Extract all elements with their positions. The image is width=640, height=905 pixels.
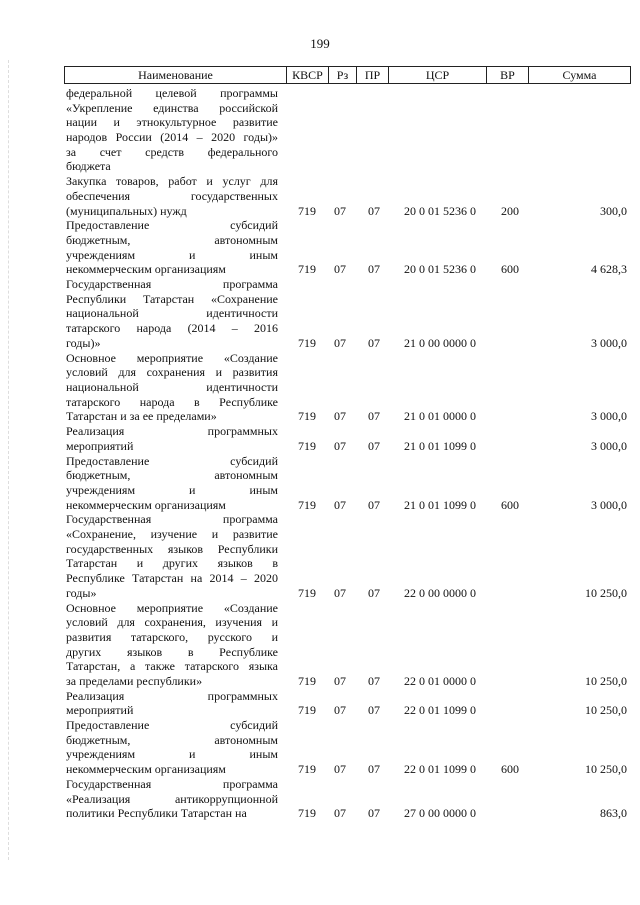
row-name: [66, 174, 278, 218]
row-kvsr: 719: [298, 409, 316, 424]
row-name-line: Государственная программа: [66, 277, 278, 292]
row-sum: 10 250,0: [585, 703, 627, 718]
table-row: [66, 351, 631, 425]
row-name-line: учреждениям и иным: [66, 482, 278, 497]
row-name-line: мероприятий: [66, 703, 134, 718]
row-name: [66, 689, 278, 718]
row-name: [66, 218, 278, 277]
table-row: [66, 86, 631, 174]
row-name-line: Основное мероприятие «Создание: [66, 600, 278, 615]
row-sum: 300,0: [600, 203, 627, 218]
table-row: [66, 512, 631, 600]
row-name-line: Государственная программа: [66, 512, 278, 527]
row-name-line: «Реализация антикоррупционной: [66, 791, 278, 806]
row-name-line: татарского народа (2014 – 2016: [66, 321, 278, 336]
row-rz: 07: [334, 497, 346, 512]
table-row: [66, 777, 631, 821]
row-name-line: годы»: [66, 585, 97, 600]
row-vr: 200: [501, 203, 519, 218]
row-name-line: Основное мероприятие «Создание: [66, 350, 278, 365]
row-name-line: Реализация программных: [66, 424, 278, 439]
row-sum: 3 000,0: [591, 438, 627, 453]
row-name-line: других языков в Республике: [66, 644, 278, 659]
row-kvsr: 719: [298, 762, 316, 777]
header-pr: ПР: [357, 67, 389, 83]
row-pr: 07: [368, 762, 380, 777]
row-name-line: «Сохранение, изучение и развитие: [66, 526, 278, 541]
row-sum: 10 250,0: [585, 674, 627, 688]
row-csr: 20 0 01 5236 0: [404, 203, 476, 218]
row-name: [66, 351, 278, 424]
table-row: [66, 718, 631, 777]
row-sum: 863,0: [600, 806, 627, 821]
row-name-line: за пределами республики»: [66, 673, 203, 688]
row-name: [66, 601, 278, 689]
row-rz: 07: [334, 262, 346, 277]
row-name-line: Реализация программных: [66, 688, 278, 703]
row-name-line: государственных языков Республики: [66, 541, 278, 556]
row-name-line: Республики Татарстан «Сохранение: [66, 291, 278, 306]
row-kvsr: 719: [298, 262, 316, 277]
row-pr: 07: [368, 203, 380, 218]
row-name-line: Татарстан, а также татарского языка: [66, 659, 278, 674]
row-kvsr: 719: [298, 203, 316, 218]
row-name: [66, 277, 278, 350]
row-csr: 22 0 01 1099 0: [404, 762, 476, 777]
row-csr: 20 0 01 5236 0: [404, 262, 476, 277]
row-name-line: бюджетным, автономным: [66, 232, 278, 247]
row-name-line: учреждениям и иным: [66, 747, 278, 762]
row-name-line: Предоставление субсидий: [66, 718, 278, 733]
row-name-line: национальной идентичности: [66, 306, 278, 321]
row-rz: 07: [334, 585, 346, 600]
row-rz: 07: [334, 806, 346, 821]
row-csr: 21 0 01 1099 0: [404, 497, 476, 512]
row-name-line: (муниципальных) нужд: [66, 203, 187, 218]
header-kvsr: КВСР: [287, 67, 329, 83]
table-row: [66, 689, 631, 718]
table-row: [66, 424, 631, 453]
row-name: [66, 718, 278, 777]
row-pr: 07: [368, 409, 380, 424]
row-name-line: национальной идентичности: [66, 379, 278, 394]
row-sum: 10 250,0: [585, 585, 627, 600]
row-name-line: некоммерческим организациям: [66, 497, 226, 512]
row-name-line: условий для сохранения и развития: [66, 365, 278, 380]
table-header: [64, 66, 631, 84]
row-sum: 3 000,0: [591, 409, 627, 424]
row-pr: 07: [368, 335, 380, 350]
table-row: [66, 218, 631, 277]
row-csr: 22 0 01 1099 0: [404, 703, 476, 718]
row-name-line: обеспечения государственных: [66, 188, 278, 203]
row-pr: 07: [368, 703, 380, 718]
row-name-line: Предоставление субсидий: [66, 453, 278, 468]
row-pr: 07: [368, 806, 380, 821]
row-kvsr: 719: [298, 585, 316, 600]
row-name-line: годы)»: [66, 335, 101, 350]
row-name: [66, 512, 278, 600]
row-name-line: Республике Татарстан на 2014 – 2020: [66, 571, 278, 586]
row-name-line: Татарстан и за ее пределами»: [66, 409, 217, 424]
row-name-line: бюджета: [66, 159, 111, 174]
row-rz: 07: [334, 762, 346, 777]
header-csr: ЦСР: [389, 67, 487, 83]
row-name-line: Предоставление субсидий: [66, 218, 278, 233]
row-name: [66, 454, 278, 513]
row-name: [66, 777, 278, 821]
row-sum: 3 000,0: [591, 497, 627, 512]
row-pr: 07: [368, 497, 380, 512]
row-name-line: народов России (2014 – 2020 годы)»: [66, 130, 278, 145]
row-csr: 21 0 00 0000 0: [404, 335, 476, 350]
row-name-line: Закупка товаров, работ и услуг для: [66, 174, 278, 189]
row-sum: 10 250,0: [585, 762, 627, 777]
row-kvsr: 719: [298, 806, 316, 821]
row-kvsr: 719: [298, 335, 316, 350]
row-sum: 3 000,0: [591, 335, 627, 350]
row-rz: 07: [334, 674, 346, 688]
row-sum: 4 628,3: [591, 262, 627, 277]
row-pr: 07: [368, 585, 380, 600]
row-rz: 07: [334, 438, 346, 453]
row-csr: 21 0 01 0000 0: [404, 409, 476, 424]
row-name-line: нации и этнокультурное развитие: [66, 115, 278, 130]
row-name-line: федеральной целевой программы: [66, 86, 278, 100]
header-name: Наименование: [65, 67, 287, 83]
row-name-line: Государственная программа: [66, 776, 278, 791]
row-name-line: мероприятий: [66, 438, 134, 453]
header-sum: Сумма: [562, 67, 597, 82]
row-vr: 600: [501, 262, 519, 277]
row-name-line: развития татарского, русского и: [66, 629, 278, 644]
row-kvsr: 719: [298, 497, 316, 512]
row-name-line: бюджетным, автономным: [66, 468, 278, 483]
page-number: 199: [310, 36, 330, 51]
row-rz: 07: [334, 335, 346, 350]
table-row: [66, 277, 631, 351]
header-vr: ВР: [487, 67, 529, 83]
row-name-line: татарского народа в Республике: [66, 394, 278, 409]
row-name: [66, 86, 278, 174]
row-pr: 07: [368, 674, 380, 688]
row-name-line: некоммерческим организациям: [66, 762, 226, 777]
row-kvsr: 719: [298, 674, 316, 688]
row-name-line: за счет средств федерального: [66, 144, 278, 159]
row-csr: 21 0 01 1099 0: [404, 438, 476, 453]
row-vr: 600: [501, 762, 519, 777]
row-name-line: учреждениям и иным: [66, 247, 278, 262]
row-rz: 07: [334, 409, 346, 424]
row-csr: 27 0 00 0000 0: [404, 806, 476, 821]
row-name-line: бюджетным, автономным: [66, 732, 278, 747]
row-pr: 07: [368, 262, 380, 277]
row-name: [66, 424, 278, 453]
row-pr: 07: [368, 438, 380, 453]
row-name-line: некоммерческим организациям: [66, 262, 226, 277]
row-name-line: «Укрепление единства российской: [66, 100, 278, 115]
row-rz: 07: [334, 203, 346, 218]
row-name-line: условий для сохранения, изучения и: [66, 615, 278, 630]
header-rz: Рз: [329, 67, 357, 83]
row-csr: 22 0 01 0000 0: [404, 674, 476, 688]
row-name-line: политики Республики Татарстан на: [66, 806, 247, 821]
row-vr: 600: [501, 497, 519, 512]
table-row: [66, 454, 631, 513]
row-csr: 22 0 00 0000 0: [404, 585, 476, 600]
page-margin-line: [8, 60, 9, 860]
row-kvsr: 719: [298, 438, 316, 453]
table-row: [66, 174, 631, 218]
row-kvsr: 719: [298, 703, 316, 718]
row-name-line: Татарстан и других языков в: [66, 556, 278, 571]
row-rz: 07: [334, 703, 346, 718]
table-row: [66, 601, 631, 689]
